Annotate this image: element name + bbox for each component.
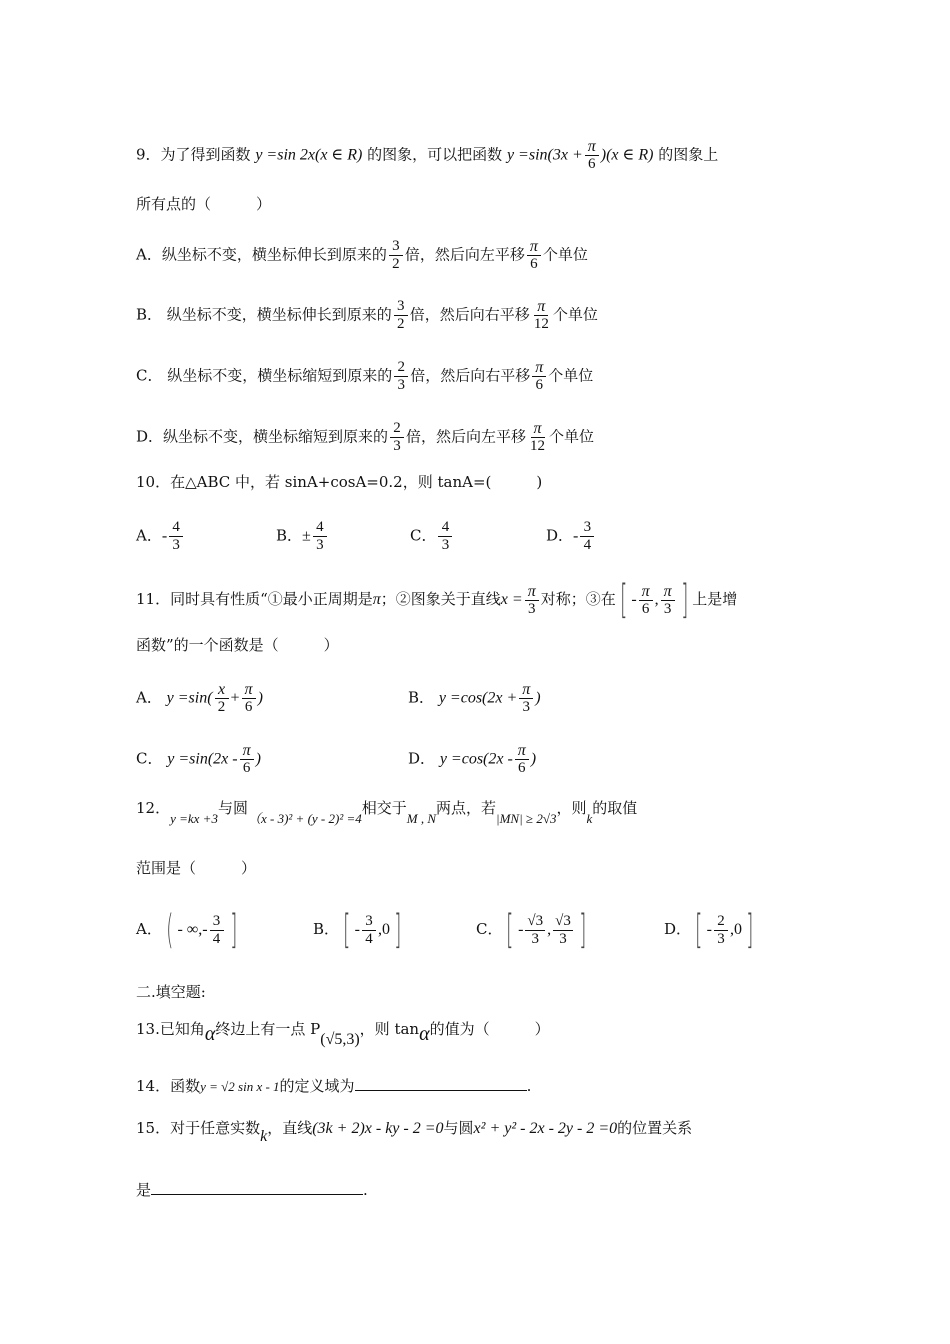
q14-answer-blank[interactable] [355,1076,527,1091]
q11-stem: 11．同时具有性质“①最小正周期是π；②图象关于直线x = $\frac{\pi}{3}$ 对称；③在 [ - $\frac{\pi}{6}$ , $\frac{\pi}{3}$ ] 上是增 [136,577,738,623]
q15-line-equation: (3k + 2)x - ky - 2 =0 [312,1120,444,1137]
q14-stem: 14．函数y = √2 sin x - 1的定义域为 . [136,1077,532,1095]
q9-text: 9．为了得到函数 [136,145,251,164]
q12-stem-line2: 范围是（ ） [136,859,257,877]
q9-option-a: A．纵坐标不变，横坐标伸长到原来的 $\frac{3}{2}$ 倍，然后向左平移 $\frac{\pi}{6}$ 个单位 [136,238,588,272]
q10-option-b: B．± $\frac{4}{3}$ [276,519,329,554]
q11-stem-line2: 函数”的一个函数是（ ） [136,636,339,654]
q11-option-a: A． y =sin( $\frac{x}{2}$ + $\frac{\pi}{6}$ ) [136,681,263,715]
q13-stem: 13.已知角α终边上有一点 P(√5,3)，则 tanα的值为（ ） [136,1020,550,1048]
q14-function: y = √2 sin x - 1 [200,1079,280,1094]
q10-option-c: C． $\frac{4}{3}$ [410,519,454,554]
q15-answer-blank[interactable] [151,1180,363,1195]
q9-text: 的图象上 [658,145,719,164]
q11-option-d: D． y =cos(2x - $\frac{\pi}{6}$ ) [408,742,537,776]
q9-target-function: y =sin 2x(x ∈ R) [255,146,363,164]
q9-text: 的图象，可以把函数 [367,145,503,164]
q12-option-d: D． [ - $\frac{2}{3}$ ,0 ] [664,907,754,953]
q9-fraction: $\frac{\pi}{6}$ [585,138,599,173]
q9-domain: )(x ∈ R) [600,146,654,164]
q15-stem-line2: 是 . [136,1181,368,1199]
q12-stem: 12．y =kx +3与圆（x - 3)² + (y - 2)² =4相交于M , N两点，若|MN| ≥ 2√3，则k的取值 [136,799,638,826]
q10-option-a: A．- $\frac{4}{3}$ [136,519,185,554]
q12-option-b: B． [ - $\frac{3}{4}$ ,0 ] [313,907,402,953]
q9-stem [136,138,718,173]
q9-option-c: C． 纵坐标不变，横坐标缩短到原来的 $\frac{2}{3}$ 倍，然后向右平移 $\frac{\pi}{6}$ 个单位 [136,359,594,393]
q12-option-a: A． ( - ∞,- $\frac{3}{4}$ ] [136,907,237,953]
q9-source-function: y =sin(3x + [506,146,583,164]
q10-stem: 10．在△ABC 中，若 sinA+cosA=0.2，则 tanA=( ) [136,473,543,491]
section-heading: 二.填空题: [136,983,206,1001]
q12-option-c: C． [ - $\frac{√3}{3}$ , $\frac{√3}{3}$ ] [476,907,587,953]
q15-stem: 15．对于任意实数k，直线(3k + 2)x - ky - 2 =0与圆x² + y² - 2x - 2y - 2 =0的位置关系 [136,1119,693,1145]
q9-option-b: B． 纵坐标不变，横坐标伸长到原来的 $\frac{3}{2}$ 倍，然后向右平移 $\frac{\pi}{12}$ 个单位 [136,298,598,332]
q9-option-d: D．纵坐标不变，横坐标缩短到原来的 $\frac{2}{3}$ 倍，然后向左平移 $\frac{\pi}{12}$ 个单位 [136,420,595,454]
q15-circle-equation: x² + y² - 2x - 2y - 2 =0 [473,1120,618,1137]
q10-option-d: D．- $\frac{3}{4}$ [546,519,596,554]
q9-stem-line2: 所有点的（ ） [136,195,272,213]
q11-option-b: B． y =cos(2x + $\frac{\pi}{3}$ ) [408,681,541,715]
q11-option-c: C． y =sin(2x - $\frac{\pi}{6}$ ) [136,742,261,776]
